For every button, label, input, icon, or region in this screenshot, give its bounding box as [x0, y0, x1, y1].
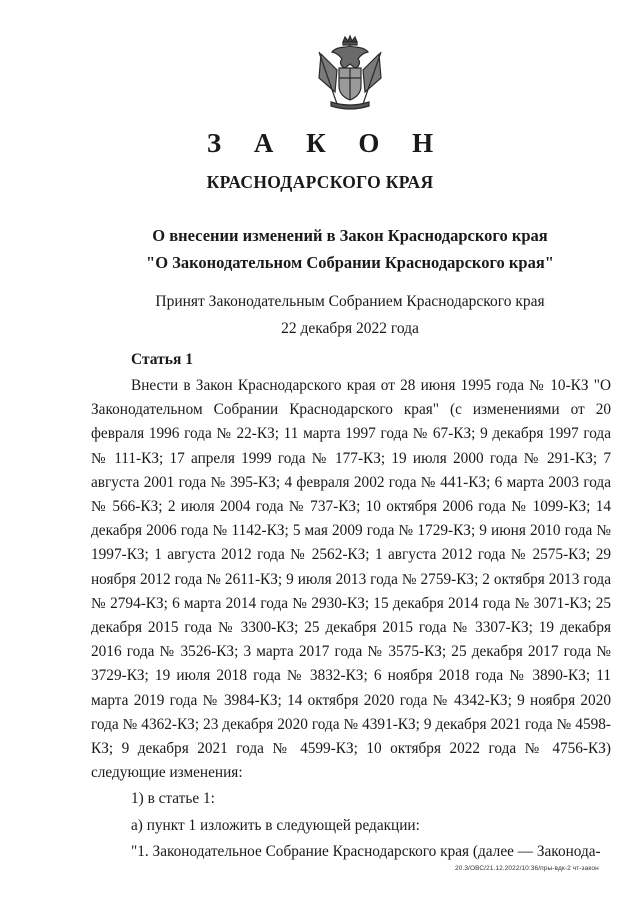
article-body — [91, 374, 611, 864]
footer-code: 20.3/ОВС/21.12.2022/10:36/пры-вдк-2 чт-закон — [455, 865, 599, 872]
law-subject — [0, 222, 640, 276]
document-title: З А К О Н — [206, 128, 447, 158]
subject-line-1: О внесении изменений в Закон Краснодарского края — [152, 226, 548, 245]
adoption-info — [0, 288, 640, 342]
article-item-1a: а) пункт 1 изложить в следующей редакции: — [131, 816, 420, 834]
coat-of-arms-icon — [315, 34, 385, 112]
article-heading: Статья 1 — [131, 351, 193, 368]
article-paragraph: Внести в Закон Краснодарского края от 28 июня 1995 года № 10-КЗ "О Законодательном Собрании Краснодарского края" (с изменениями от 20 февраля 1996 года № 22-КЗ; 11 марта 1997 года № 67-КЗ; 9 декабря 1997 года № 111-КЗ; 17 апреля 1999 года № 177-КЗ; 19 июля 2000 года № 291-КЗ; 7 августа 2001 года № 395-КЗ; 4 февраля 2002 года № 441-КЗ; 6 марта 2003 года № 566-КЗ; 2 июля 2004 года № 737-КЗ; 10 октября 2006 года № 1099-КЗ; 14 декабря 2006 года № 1142-КЗ; 5 мая 2009 года № 1729-КЗ; 9 июня 2010 года № 1997-КЗ; 1 августа 2012 года № 2562-КЗ; 1 августа 2012 года № 2575-КЗ; 29 ноября 2012 года № 2611-КЗ; 9 июля 2013 года № 2759-КЗ; 2 октября 2013 года № 2794-КЗ; 6 марта 2014 года № 2930-КЗ; 15 декабря 2014 года № 3071-КЗ; 25 декабря 2015 года № 3300-КЗ; 25 декабря 2015 года № 3307-КЗ; 19 декабря 2016 года № 3526-КЗ; 3 марта 2017 года № 3575-КЗ; 25 декабря 2017 года № 3729-КЗ; 19 июля 2018 года № 3832-КЗ; 6 ноября 2018 года № 3890-КЗ; 11 марта 2019 года № 3984-КЗ; 14 октября 2020 года № 4342-КЗ; 9 ноября 2020 года № 4362-КЗ; 23 декабря 2020 года № 4391-КЗ; 9 декабря 2021 года № 4598-КЗ; 9 декабря 2021 года № 4599-КЗ; 10 октября 2022 года № 4756-КЗ) следующие изменения: — [91, 377, 611, 782]
article-item-1: 1) в статье 1: — [131, 790, 215, 808]
document-subtitle: КРАСНОДАРСКОГО КРАЯ — [206, 172, 434, 192]
adoption-line-1: Принят Законодательным Собранием Краснодарского края — [155, 293, 545, 310]
article-quote: "1. Законодательное Собрание Краснодарского края (далее — Законода- — [131, 842, 601, 860]
subject-line-2: "О Законодательном Собрании Краснодарского края" — [146, 253, 554, 272]
adoption-date: 22 декабря 2022 года — [281, 320, 419, 337]
